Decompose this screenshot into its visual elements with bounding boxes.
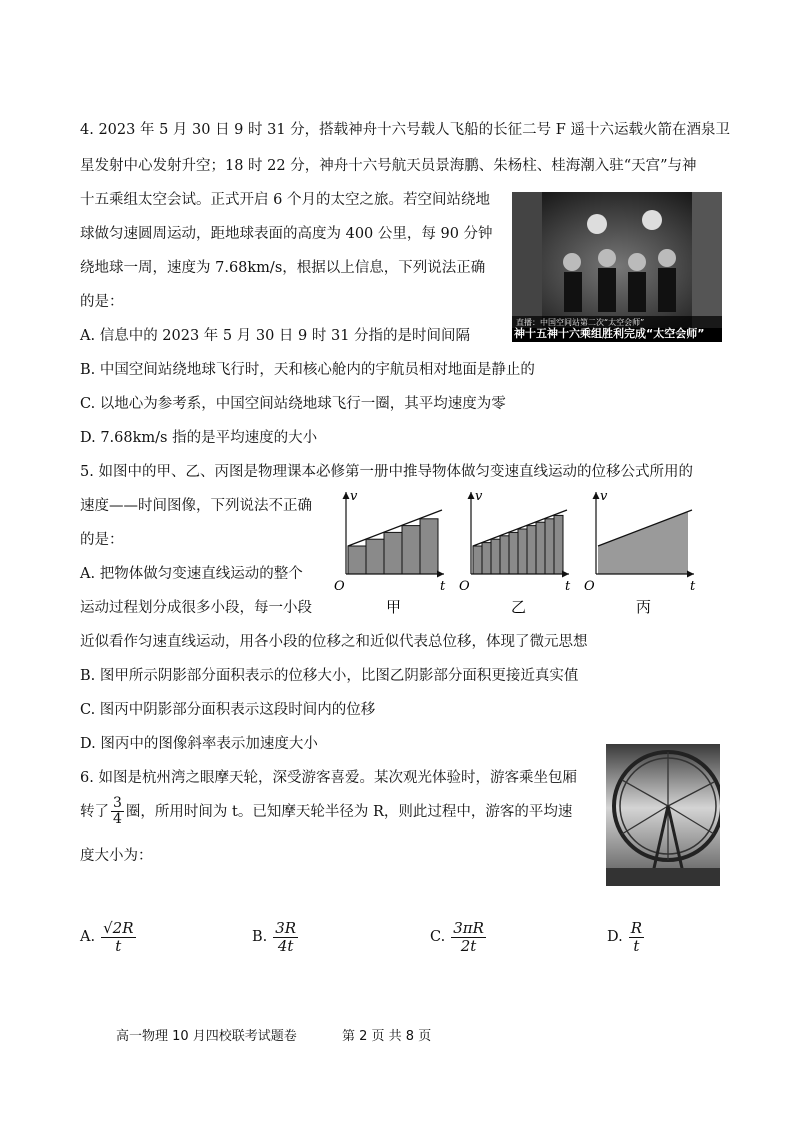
option-denominator: 2t bbox=[460, 936, 477, 955]
three-quarters-fraction bbox=[111, 796, 124, 828]
q4-option-b: B. 中国空间站绕地球飞行时，天和核心舱内的宇航员相对地面是静止的 bbox=[80, 362, 535, 378]
footer-title: 高一物理 10 月四校联考试题卷 bbox=[116, 1029, 297, 1044]
vt-bar bbox=[500, 536, 509, 574]
t-axis-label: t bbox=[565, 579, 571, 594]
vt-bar bbox=[545, 519, 554, 574]
vt-bar bbox=[491, 539, 500, 574]
vt-bar bbox=[348, 546, 366, 574]
footer-page: 第 2 页 共 8 页 bbox=[342, 1029, 432, 1044]
option-numerator: 3R bbox=[275, 919, 297, 937]
vt-bar bbox=[402, 526, 420, 574]
v-axis-label: v bbox=[600, 489, 608, 504]
vt-bar bbox=[518, 529, 527, 574]
q6-line-2 bbox=[80, 796, 572, 828]
graph-caption: 甲 bbox=[386, 598, 402, 616]
option-label: A. bbox=[80, 929, 96, 945]
vt-bar bbox=[509, 532, 518, 574]
origin-label: O bbox=[584, 579, 595, 594]
q5-line-2: 速度——时间图像，下列说法不正确 bbox=[80, 498, 312, 514]
q5-line-3: 的是： bbox=[80, 532, 124, 548]
vt-graph-3 bbox=[584, 489, 696, 616]
photo-tag: 直播：中国空间站第二次“太空会师” bbox=[516, 318, 645, 327]
q5-option-a-1: A. 把物体做匀变速直线运动的整个 bbox=[80, 566, 303, 582]
vt-graph-1 bbox=[334, 489, 446, 616]
q5-option-c: C. 图丙中阴影部分面积表示这段时间内的位移 bbox=[80, 702, 376, 718]
vt-area bbox=[598, 512, 688, 574]
q6-line-2-post: 圈，所用时间为 t。已知摩天轮半径为 R，则此过程中，游客的平均速 bbox=[125, 803, 573, 820]
vt-bar bbox=[384, 532, 402, 574]
q5-option-a-3: 近似看作匀速直线运动，用各小段的位移之和近似代表总位移，体现了微元思想 bbox=[80, 634, 588, 650]
q4-line-1: 4. 2023 年 5 月 30 日 9 时 31 分，搭载神舟十六号载人飞船的长征二号 F 遥十六运载火箭在酒泉卫 bbox=[80, 122, 730, 138]
v-axis-label: v bbox=[350, 489, 358, 504]
option-fraction bbox=[273, 920, 298, 954]
q4-option-a: A. 信息中的 2023 年 5 月 30 日 9 时 31 分指的是时间间隔 bbox=[80, 328, 471, 344]
option-label: D. bbox=[607, 929, 623, 945]
ferris-wheel-image bbox=[606, 744, 720, 886]
q5-option-a-2: 运动过程划分成很多小段，每一小段 bbox=[80, 600, 312, 616]
q6-option-c bbox=[430, 920, 486, 954]
photo-caption: 神十五神十六乘组胜利完成“太空会师” bbox=[514, 327, 705, 340]
origin-label: O bbox=[334, 579, 345, 594]
space-station-photo bbox=[512, 192, 722, 342]
q6-line-1: 6. 如图是杭州湾之眼摩天轮，深受游客喜爱。某次观光体验时，游客乘坐包厢 bbox=[80, 770, 577, 786]
q4-line-6: 的是： bbox=[80, 294, 124, 310]
q4-line-3: 十五乘组太空会试。正式开启 6 个月的太空之旅。若空间站绕地 bbox=[80, 192, 490, 208]
origin-label: O bbox=[459, 579, 470, 594]
q6-option-d bbox=[607, 920, 644, 954]
q4-line-5: 绕地球一周，速度为 7.68km/s，根据以上信息，下列说法正确 bbox=[80, 260, 486, 276]
q6-option-b bbox=[252, 920, 298, 954]
q6-line-3: 度大小为： bbox=[80, 848, 153, 864]
option-denominator: t bbox=[115, 936, 122, 955]
q4-option-d: D. 7.68km/s 指的是平均速度的大小 bbox=[80, 430, 318, 446]
graph-caption: 丙 bbox=[636, 598, 652, 616]
ferris-wheel-photo bbox=[606, 744, 720, 886]
vt-bar bbox=[482, 543, 491, 574]
option-numerator: √2R bbox=[103, 919, 134, 937]
option-denominator: 4t bbox=[277, 936, 294, 955]
q5-option-d: D. 图丙中的图像斜率表示加速度大小 bbox=[80, 736, 318, 752]
q5-line-1: 5. 如图中的甲、乙、丙图是物理课本必修第一册中推导物体做匀变速直线运动的位移公式所用的 bbox=[80, 464, 693, 480]
q6-option-a bbox=[80, 920, 136, 954]
vt-graphs bbox=[330, 486, 715, 616]
fraction-numerator: 3 bbox=[113, 795, 122, 811]
option-numerator: R bbox=[630, 919, 643, 937]
vt-graph-2 bbox=[459, 489, 571, 616]
vt-bar bbox=[527, 526, 536, 574]
vt-bar bbox=[366, 539, 384, 574]
option-fraction bbox=[101, 920, 135, 954]
option-fraction bbox=[451, 920, 486, 954]
t-axis-label: t bbox=[690, 579, 696, 594]
option-fraction bbox=[629, 920, 644, 954]
graph-caption: 乙 bbox=[511, 598, 527, 616]
option-denominator: t bbox=[633, 936, 640, 955]
q4-option-c: C. 以地心为参考系，中国空间站绕地球飞行一圈，其平均速度为零 bbox=[80, 396, 506, 412]
option-numerator: 3πR bbox=[453, 919, 484, 937]
q4-line-2: 星发射中心发射升空；18 时 22 分，神舟十六号航天员景海鹏、朱杨柱、桂海潮入驻“天宫”与神 bbox=[80, 158, 697, 174]
option-label: B. bbox=[252, 929, 268, 945]
vt-bar bbox=[554, 515, 563, 574]
option-label: C. bbox=[430, 929, 446, 945]
v-axis-label: v bbox=[475, 489, 483, 504]
vt-bar bbox=[473, 546, 482, 574]
vt-bar bbox=[420, 519, 438, 574]
q4-line-4: 球做匀速圆周运动，距地球表面的高度为 400 公里，每 90 分钟 bbox=[80, 226, 493, 242]
t-axis-label: t bbox=[440, 579, 446, 594]
q6-line-2-pre: 转了 bbox=[80, 803, 109, 820]
fraction-denominator: 4 bbox=[113, 811, 122, 828]
q5-option-b: B. 图甲所示阴影部分面积表示的位移大小，比图乙阴影部分面积更接近真实值 bbox=[80, 668, 579, 684]
vt-bar bbox=[536, 522, 545, 574]
